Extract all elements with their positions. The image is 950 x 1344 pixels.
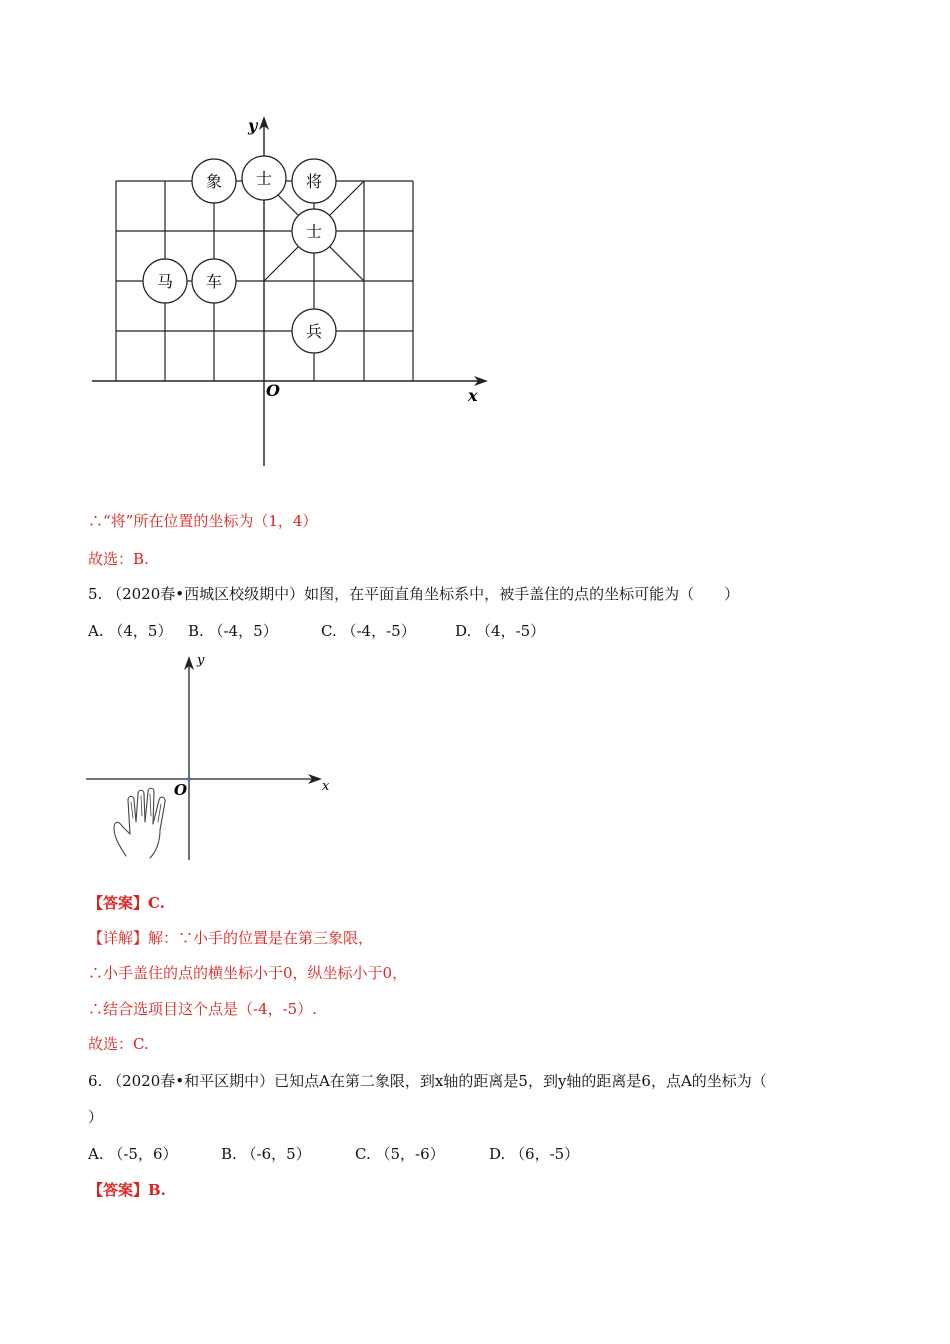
q5-option-c: C. （-4，-5） bbox=[321, 622, 416, 640]
svg-text:马: 马 bbox=[156, 272, 174, 291]
q5-choice: 故选：C. bbox=[88, 1035, 149, 1053]
q6-options bbox=[88, 1144, 579, 1164]
q5-option-a: A. （4，5） bbox=[88, 622, 173, 640]
svg-text:将: 将 bbox=[305, 172, 323, 191]
q6-option-c: C. （5，-6） bbox=[355, 1145, 445, 1163]
origin-label: O bbox=[266, 381, 280, 400]
svg-text:士: 士 bbox=[305, 222, 323, 241]
svg-text:兵: 兵 bbox=[305, 322, 323, 341]
q6-stem-line2: ） bbox=[88, 1108, 104, 1126]
q6-answer: 【答案】B. bbox=[88, 1181, 166, 1199]
q5-stem: 5. （2020春•西城区校级期中）如图，在平面直角坐标系中，被手盖住的点的坐标可能为（ ） bbox=[88, 585, 740, 603]
q4-conclusion: ∴“将”所在位置的坐标为（1，4） bbox=[88, 512, 318, 530]
q6-option-a: A. （-5，6） bbox=[88, 1145, 178, 1163]
x-axis-label: x bbox=[468, 386, 478, 405]
q6-option-b: B. （-6，5） bbox=[221, 1145, 311, 1163]
q4-choice: 故选：B. bbox=[88, 550, 149, 568]
q5-detail-2: ∴小手盖住的点的横坐标小于0，纵坐标小于0， bbox=[88, 964, 408, 982]
svg-text:士: 士 bbox=[255, 169, 273, 188]
origin-label: O bbox=[174, 781, 188, 799]
q6-stem-line1: 6. （2020春•和平区期中）已知点A在第二象限，到x轴的距离是5，到y轴的距离是6，点A的坐标为（ bbox=[88, 1072, 767, 1090]
q6-option-d: D. （6，-5） bbox=[489, 1145, 580, 1163]
y-axis-label: y bbox=[248, 116, 258, 135]
origin-dot bbox=[187, 777, 191, 781]
hand-icon bbox=[114, 788, 165, 858]
y-axis-label: y bbox=[197, 653, 205, 668]
q5-detail-3: ∴结合选项目这个点是（-4，-5）. bbox=[88, 1000, 317, 1018]
svg-text:象: 象 bbox=[205, 172, 223, 191]
svg-text:车: 车 bbox=[205, 272, 223, 291]
q5-option-b: B. （-4，5） bbox=[188, 622, 278, 640]
x-axis-label: x bbox=[322, 779, 330, 794]
q5-option-d: D. （4，-5） bbox=[455, 622, 546, 640]
q5-detail-1: 【详解】解：∵小手的位置是在第三象限， bbox=[88, 929, 374, 947]
q5-answer: 【答案】C. bbox=[88, 894, 165, 912]
